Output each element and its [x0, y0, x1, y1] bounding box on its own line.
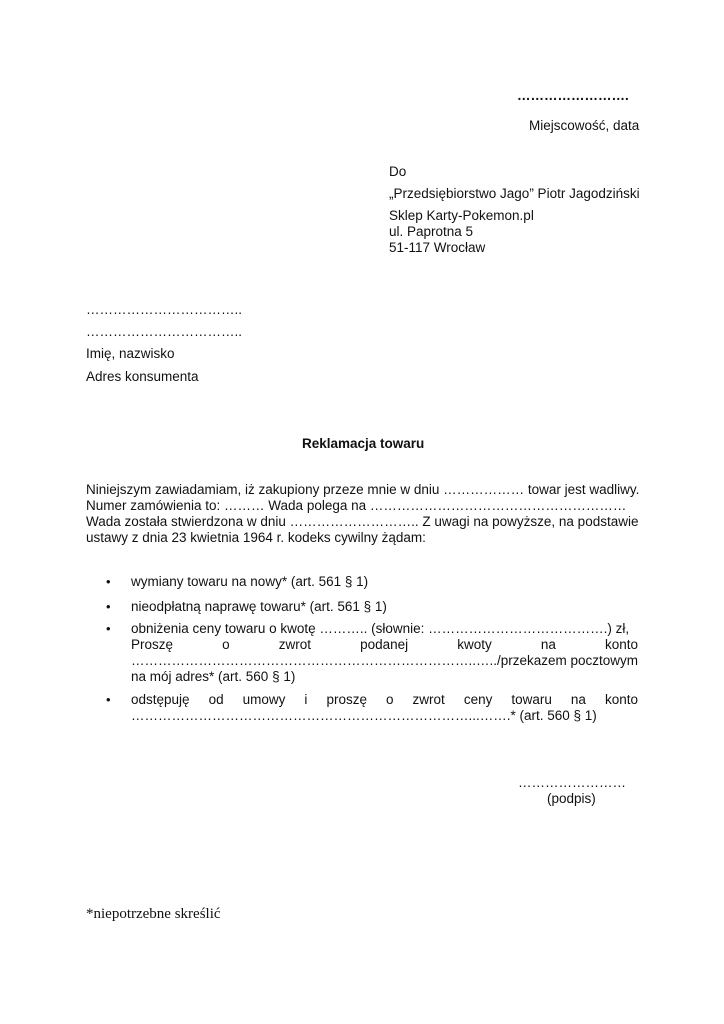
recipient-to: Do — [389, 164, 407, 179]
bullet-icon: • — [106, 574, 111, 589]
document-title: Reklamacja towaru — [302, 436, 425, 451]
demand-price-reduction-line-1: obniżenia ceny towaru o kwotę ……….. (słownie: ………………………………….) zł, — [131, 621, 630, 636]
date-placeholder-dots: ……………………. — [517, 88, 629, 103]
recipient-company: „Przedsiębiorstwo Jago” Piotr Jagodziński — [389, 186, 640, 201]
body-line-2: Numer zamówienia to: ……… Wada polega na ………………………………………………… — [86, 498, 627, 513]
signature-label: (podpis) — [547, 791, 596, 806]
recipient-shop: Sklep Karty-Pokemon.pl — [389, 208, 534, 223]
bullet-icon: • — [106, 621, 111, 636]
signature-dots: …………………… — [518, 775, 626, 790]
sender-line-2: …………………………….. — [86, 324, 243, 339]
demand-withdrawal-line-2: …………………………………………………………………...…….* (art. 560 § 1) — [131, 708, 597, 723]
body-line-3: Wada została stwierdzona w dniu ……………………….. Z uwagi na powyższe, na podstawie — [86, 514, 639, 529]
date-label: Miejscowość, data — [529, 118, 640, 133]
sender-line-1: …………………………….. — [86, 302, 243, 317]
sender-name-label: Imię, nazwisko — [86, 346, 175, 361]
body-line-1: Niniejszym zawiadamiam, iż zakupiony przeze mnie w dniu ……………… towar jest wadliwy. — [86, 482, 640, 497]
demand-repair: nieodpłatną naprawę towaru* (art. 561 § 1) — [131, 599, 387, 614]
bullet-icon: • — [106, 599, 111, 614]
demand-price-reduction-line-4: na mój adres* (art. 560 § 1) — [131, 669, 296, 684]
footnote: *niepotrzebne skreślić — [86, 906, 221, 922]
demand-withdrawal-line-1: odstępuję od umowy i proszę o zwrot ceny towaru na konto — [131, 692, 638, 707]
body-line-4: ustawy z dnia 23 kwietnia 1964 r. kodeks cywilny żądam: — [86, 530, 426, 545]
recipient-street: ul. Paprotna 5 — [389, 224, 474, 239]
recipient-city: 51-117 Wrocław — [389, 240, 486, 255]
sender-address-label: Adres konsumenta — [86, 369, 199, 384]
bullet-icon: • — [106, 692, 111, 707]
demand-replace: wymiany towaru na nowy* (art. 561 § 1) — [131, 574, 369, 589]
demand-price-reduction-line-3: …………………………………………………………………..…../przekazem pocztowym — [131, 653, 639, 668]
demand-price-reduction-line-2: Proszę o zwrot podanej kwoty na konto — [131, 637, 638, 652]
